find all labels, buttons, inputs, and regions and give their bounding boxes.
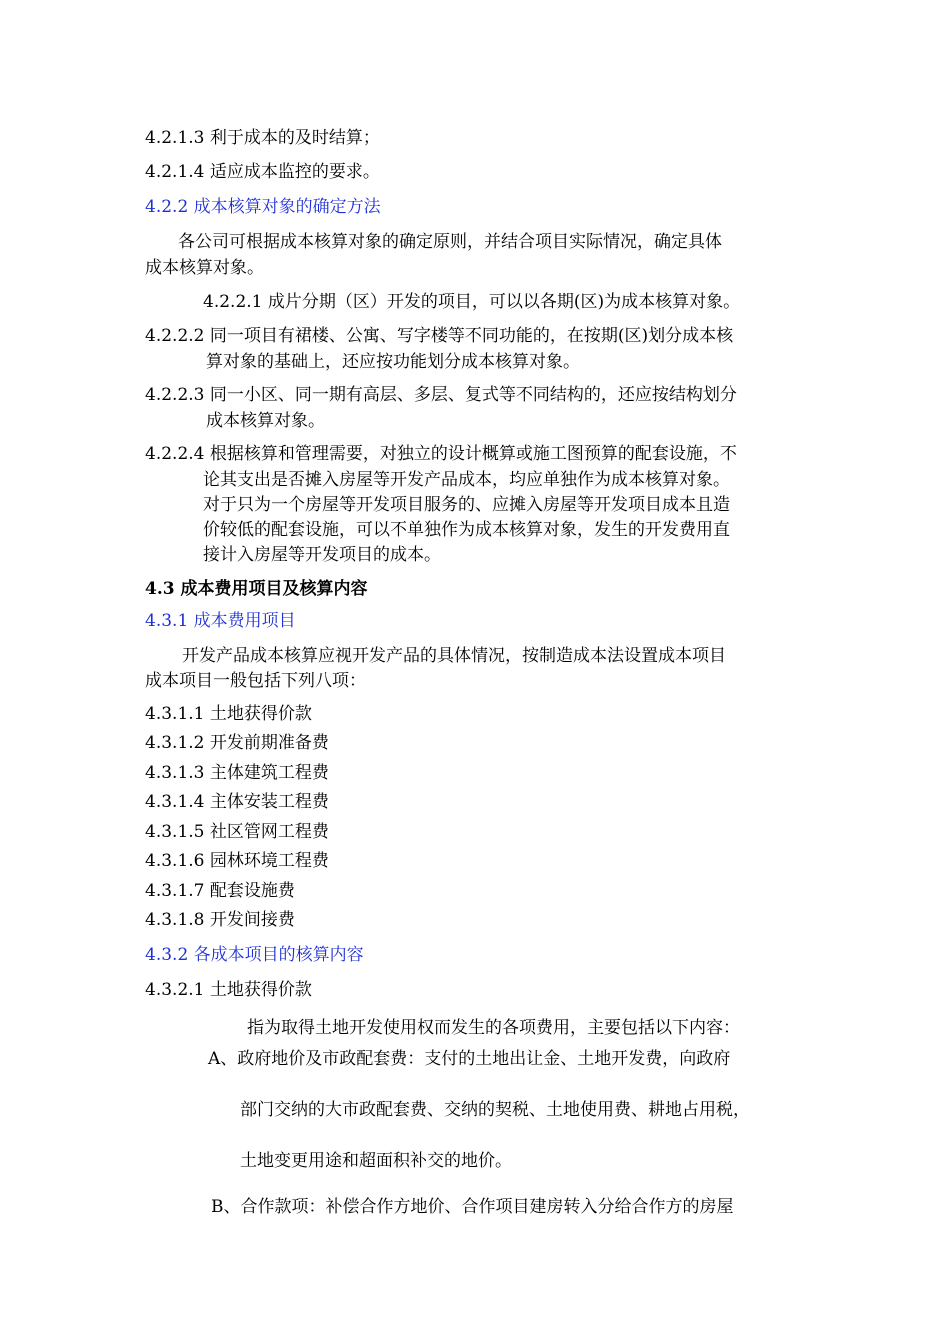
heading-4-3: 4.3 成本费用项目及核算内容	[145, 579, 368, 599]
heading-4-2-2: 4.2.2 成本核算对象的确定方法	[145, 197, 381, 217]
paragraph-line: 成本核算对象。	[145, 258, 264, 278]
clause-continuation: 对于只为一个房屋等开发项目服务的、应摊入房屋等开发项目成本且造	[203, 495, 730, 515]
list-item: 4.3.1.3 主体建筑工程费	[145, 763, 329, 783]
clause-continuation: 价较低的配套设施，可以不单独作为成本核算对象，发生的开发费用直	[203, 520, 730, 540]
clause-continuation: 成本核算对象。	[206, 411, 325, 431]
paragraph-line: 各公司可根据成本核算对象的确定原则，并结合项目实际情况，确定具体	[178, 232, 722, 252]
paragraph-line: 指为取得土地开发使用权而发生的各项费用，主要包括以下内容：	[247, 1018, 740, 1038]
list-item: 4.3.1.7 配套设施费	[145, 881, 295, 901]
list-item: 4.3.1.8 开发间接费	[145, 910, 295, 930]
list-item: 4.3.1.4 主体安装工程费	[145, 792, 329, 812]
clause-continuation: 算对象的基础上，还应按功能划分成本核算对象。	[206, 352, 580, 372]
list-item: 4.3.1.1 土地获得价款	[145, 704, 312, 724]
list-item: 4.3.1.6 园林环境工程费	[145, 851, 329, 871]
item-continuation: 部门交纳的大市政配套费、交纳的契税、土地使用费、耕地占用税，	[240, 1100, 750, 1120]
clause-4-2-2-1: 4.2.2.1 成片分期（区）开发的项目，可以以各期(区)为成本核算对象。	[203, 292, 741, 312]
paragraph-line: 开发产品成本核算应视开发产品的具体情况，按制造成本法设置成本项目	[182, 646, 726, 666]
item-continuation: 土地变更用途和超面积补交的地价。	[240, 1151, 512, 1171]
clause-4-2-2-4: 4.2.2.4 根据核算和管理需要，对独立的设计概算或施工图预算的配套设施，不	[145, 444, 737, 464]
list-item: 4.3.1.2 开发前期准备费	[145, 733, 329, 753]
clause-4-2-2-2: 4.2.2.2 同一项目有裙楼、公寓、写字楼等不同功能的，在按期(区)划分成本核	[145, 326, 734, 346]
clause-continuation: 接计入房屋等开发项目的成本。	[203, 545, 441, 565]
item-a: A、政府地价及市政配套费：支付的土地出让金、土地开发费，向政府	[208, 1049, 731, 1069]
clause-continuation: 论其支出是否摊入房屋等开发产品成本，均应单独作为成本核算对象。	[203, 470, 730, 490]
clause-4-3-2-1: 4.3.2.1 土地获得价款	[145, 980, 312, 1000]
heading-4-3-1: 4.3.1 成本费用项目	[145, 611, 296, 631]
clause-4-2-1-3: 4.2.1.3 利于成本的及时结算；	[145, 128, 380, 148]
paragraph-line: 成本项目一般包括下列八项：	[145, 671, 366, 691]
heading-4-3-2: 4.3.2 各成本项目的核算内容	[145, 945, 364, 965]
clause-4-2-1-4: 4.2.1.4 适应成本监控的要求。	[145, 162, 380, 182]
item-b: B、合作款项：补偿合作方地价、合作项目建房转入分给合作方的房屋	[211, 1197, 734, 1217]
list-item: 4.3.1.5 社区管网工程费	[145, 822, 329, 842]
clause-4-2-2-3: 4.2.2.3 同一小区、同一期有高层、多层、复式等不同结构的，还应按结构划分	[145, 385, 737, 405]
